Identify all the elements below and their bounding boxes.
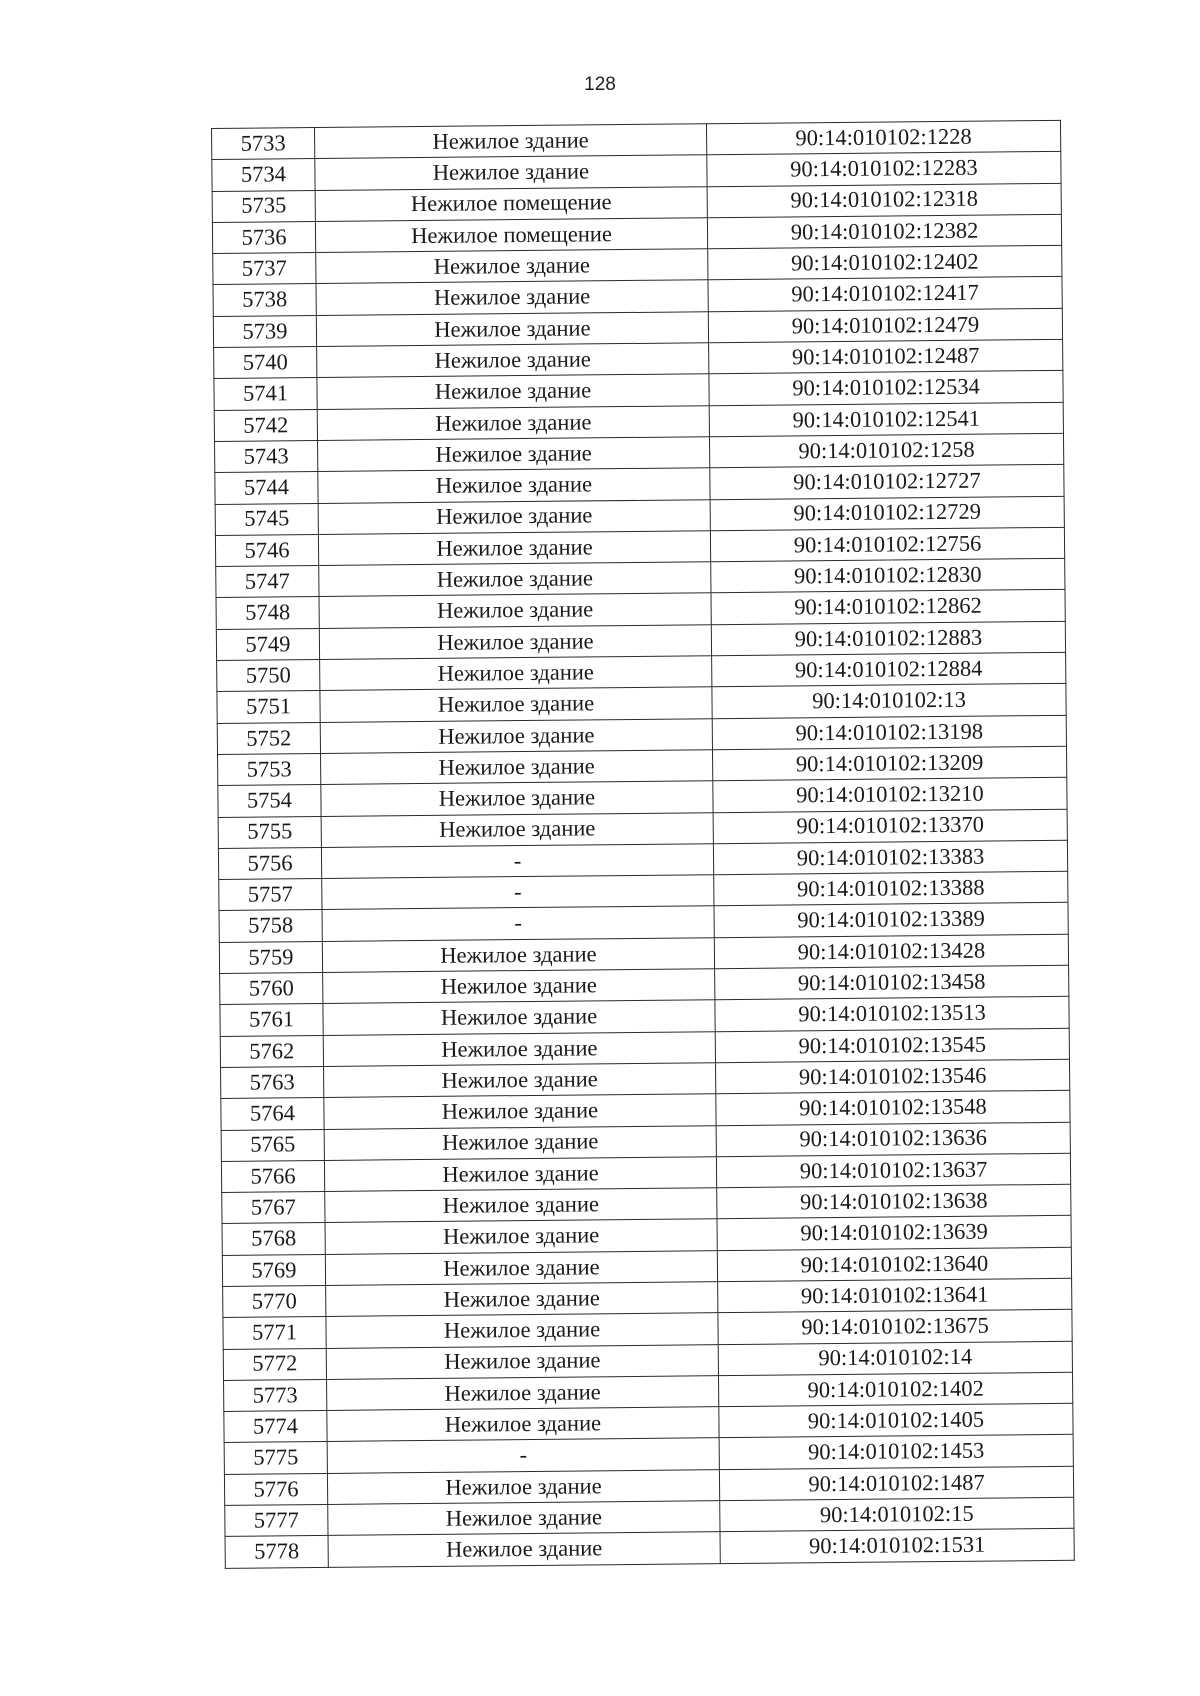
row-number-cell: 5776 bbox=[224, 1473, 327, 1505]
row-number-cell: 5743 bbox=[215, 440, 318, 472]
cadastral-number-cell: 90:14:010102:12417 bbox=[708, 277, 1062, 312]
cadastral-number-cell: 90:14:010102:1258 bbox=[709, 433, 1063, 468]
cadastral-number-cell: 90:14:010102:13388 bbox=[714, 871, 1068, 906]
object-name-cell: Нежилое здание bbox=[317, 374, 709, 409]
object-name-cell: Нежилое здание bbox=[318, 499, 710, 534]
cadastral-number-cell: 90:14:010102:15 bbox=[720, 1497, 1074, 1532]
object-name-cell: Нежилое здание bbox=[321, 812, 713, 847]
cadastral-number-cell: 90:14:010102:13458 bbox=[715, 965, 1069, 1000]
object-name-cell: Нежилое здание bbox=[320, 687, 712, 722]
object-name-cell: Нежилое здание bbox=[319, 624, 711, 659]
cadastral-number-cell: 90:14:010102:13370 bbox=[713, 809, 1067, 844]
object-name-cell: - bbox=[322, 906, 714, 941]
row-number-cell: 5773 bbox=[224, 1379, 327, 1411]
row-number-cell: 5761 bbox=[220, 1004, 323, 1036]
cadastral-number-cell: 90:14:010102:12382 bbox=[707, 214, 1061, 249]
property-registry-table bbox=[211, 120, 1075, 1569]
cadastral-number-cell: 90:14:010102:1531 bbox=[720, 1529, 1074, 1564]
row-number-cell: 5752 bbox=[217, 722, 320, 754]
row-number-cell: 5745 bbox=[215, 503, 318, 535]
object-name-cell: Нежилое здание bbox=[320, 718, 712, 753]
row-number-cell: 5767 bbox=[222, 1192, 325, 1224]
row-number-cell: 5736 bbox=[212, 221, 315, 253]
object-name-cell: Нежилое здание bbox=[323, 969, 715, 1004]
object-name-cell: Нежилое здание bbox=[326, 1282, 718, 1317]
row-number-cell: 5746 bbox=[215, 534, 318, 566]
cadastral-number-cell: 90:14:010102:13198 bbox=[712, 715, 1066, 750]
row-number-cell: 5754 bbox=[218, 785, 321, 817]
cadastral-number-cell: 90:14:010102:12729 bbox=[710, 496, 1064, 531]
cadastral-number-cell: 90:14:010102:13639 bbox=[717, 1216, 1071, 1251]
object-name-cell: Нежилое здание bbox=[319, 562, 711, 597]
row-number-cell: 5778 bbox=[225, 1536, 328, 1568]
object-name-cell: Нежилое здание bbox=[318, 437, 710, 472]
row-number-cell: 5769 bbox=[222, 1254, 325, 1286]
row-number-cell: 5762 bbox=[220, 1035, 323, 1067]
cadastral-number-cell: 90:14:010102:12534 bbox=[709, 371, 1063, 406]
cadastral-number-cell: 90:14:010102:12479 bbox=[708, 308, 1062, 343]
object-name-cell: - bbox=[321, 844, 713, 879]
cadastral-number-cell: 90:14:010102:13383 bbox=[713, 840, 1067, 875]
object-name-cell: Нежилое здание bbox=[328, 1501, 720, 1536]
cadastral-number-cell: 90:14:010102:13546 bbox=[715, 1059, 1069, 1094]
row-number-cell: 5765 bbox=[221, 1129, 324, 1161]
object-name-cell: Нежилое здание bbox=[318, 531, 710, 566]
row-number-cell: 5738 bbox=[213, 284, 316, 316]
cadastral-number-cell: 90:14:010102:13548 bbox=[716, 1091, 1070, 1126]
object-name-cell: Нежилое здание bbox=[323, 1000, 715, 1035]
row-number-cell: 5744 bbox=[215, 472, 318, 504]
row-number-cell: 5775 bbox=[224, 1442, 327, 1474]
object-name-cell: Нежилое здание bbox=[328, 1532, 720, 1567]
cadastral-number-cell: 90:14:010102:12318 bbox=[707, 183, 1061, 218]
object-name-cell: Нежилое здание bbox=[326, 1313, 718, 1348]
page-number: 128 bbox=[584, 74, 616, 95]
object-name-cell: - bbox=[327, 1438, 719, 1473]
object-name-cell: Нежилое здание bbox=[322, 937, 714, 972]
cadastral-number-cell: 90:14:010102:12541 bbox=[709, 402, 1063, 437]
row-number-cell: 5737 bbox=[213, 253, 316, 285]
object-name-cell: - bbox=[322, 875, 714, 910]
object-name-cell: Нежилое здание bbox=[324, 1125, 716, 1160]
row-number-cell: 5770 bbox=[223, 1285, 326, 1317]
object-name-cell: Нежилое здание bbox=[321, 750, 713, 785]
cadastral-number-cell: 90:14:010102:13638 bbox=[717, 1184, 1071, 1219]
row-number-cell: 5748 bbox=[216, 597, 319, 629]
row-number-cell: 5749 bbox=[216, 628, 319, 660]
object-name-cell: Нежилое здание bbox=[321, 781, 713, 816]
row-number-cell: 5757 bbox=[219, 879, 322, 911]
row-number-cell: 5772 bbox=[223, 1348, 326, 1380]
row-number-cell: 5771 bbox=[223, 1317, 326, 1349]
row-number-cell: 5777 bbox=[225, 1505, 328, 1537]
row-number-cell: 5763 bbox=[221, 1066, 324, 1098]
cadastral-number-cell: 90:14:010102:13545 bbox=[715, 1028, 1069, 1063]
object-name-cell: Нежилое помещение bbox=[315, 218, 707, 253]
cadastral-number-cell: 90:14:010102:12830 bbox=[711, 558, 1065, 593]
cadastral-number-cell: 90:14:010102:1487 bbox=[719, 1466, 1073, 1501]
object-name-cell: Нежилое здание bbox=[326, 1344, 718, 1379]
object-name-cell: Нежилое здание bbox=[320, 656, 712, 691]
row-number-cell: 5755 bbox=[218, 816, 321, 848]
object-name-cell: Нежилое здание bbox=[325, 1250, 717, 1285]
row-number-cell: 5766 bbox=[221, 1160, 324, 1192]
row-number-cell: 5735 bbox=[212, 190, 315, 222]
row-number-cell: 5768 bbox=[222, 1223, 325, 1255]
object-name-cell: Нежилое здание bbox=[327, 1469, 719, 1504]
cadastral-number-cell: 90:14:010102:12756 bbox=[710, 527, 1064, 562]
object-name-cell: Нежилое здание bbox=[323, 1031, 715, 1066]
row-number-cell: 5751 bbox=[217, 691, 320, 723]
row-number-cell: 5741 bbox=[214, 378, 317, 410]
cadastral-number-cell: 90:14:010102:14 bbox=[718, 1341, 1072, 1376]
cadastral-number-cell: 90:14:010102:1453 bbox=[719, 1435, 1073, 1470]
row-number-cell: 5734 bbox=[212, 159, 315, 191]
object-name-cell: Нежилое здание bbox=[325, 1188, 717, 1223]
object-name-cell: Нежилое здание bbox=[318, 468, 710, 503]
cadastral-number-cell: 90:14:010102:1402 bbox=[718, 1372, 1072, 1407]
cadastral-number-cell: 90:14:010102:13210 bbox=[713, 778, 1067, 813]
table-body bbox=[212, 120, 1075, 1568]
row-number-cell: 5753 bbox=[218, 753, 321, 785]
cadastral-number-cell: 90:14:010102:13428 bbox=[714, 934, 1068, 969]
cadastral-number-cell: 90:14:010102:13637 bbox=[716, 1153, 1070, 1188]
cadastral-number-cell: 90:14:010102:12727 bbox=[710, 465, 1064, 500]
object-name-cell: Нежилое здание bbox=[327, 1407, 719, 1442]
cadastral-number-cell: 90:14:010102:13641 bbox=[718, 1278, 1072, 1313]
cadastral-number-cell: 90:14:010102:13513 bbox=[715, 997, 1069, 1032]
cadastral-number-cell: 90:14:010102:13 bbox=[712, 684, 1066, 719]
row-number-cell: 5764 bbox=[221, 1098, 324, 1130]
object-name-cell: Нежилое здание bbox=[317, 343, 709, 378]
object-name-cell: Нежилое здание bbox=[316, 249, 708, 284]
cadastral-number-cell: 90:14:010102:13209 bbox=[712, 746, 1066, 781]
row-number-cell: 5742 bbox=[214, 409, 317, 441]
row-number-cell: 5759 bbox=[219, 941, 322, 973]
object-name-cell: Нежилое здание bbox=[324, 1063, 716, 1098]
row-number-cell: 5758 bbox=[219, 910, 322, 942]
cadastral-number-cell: 90:14:010102:13640 bbox=[717, 1247, 1071, 1282]
cadastral-number-cell: 90:14:010102:12283 bbox=[707, 152, 1061, 187]
row-number-cell: 5750 bbox=[217, 660, 320, 692]
row-number-cell: 5733 bbox=[212, 128, 315, 160]
row-number-cell: 5756 bbox=[218, 847, 321, 879]
cadastral-number-cell: 90:14:010102:12402 bbox=[708, 246, 1062, 281]
cadastral-number-cell: 90:14:010102:1228 bbox=[706, 120, 1060, 155]
object-name-cell: Нежилое здание bbox=[319, 593, 711, 628]
row-number-cell: 5747 bbox=[216, 566, 319, 598]
object-name-cell: Нежилое здание bbox=[316, 312, 708, 347]
object-name-cell: Нежилое здание bbox=[315, 124, 707, 159]
object-name-cell: Нежилое помещение bbox=[315, 186, 707, 221]
row-number-cell: 5740 bbox=[214, 347, 317, 379]
object-name-cell: Нежилое здание bbox=[324, 1094, 716, 1129]
cadastral-number-cell: 90:14:010102:12487 bbox=[709, 339, 1063, 374]
object-name-cell: Нежилое здание bbox=[317, 405, 709, 440]
cadastral-number-cell: 90:14:010102:12884 bbox=[712, 652, 1066, 687]
cadastral-number-cell: 90:14:010102:1405 bbox=[719, 1403, 1073, 1438]
cadastral-number-cell: 90:14:010102:12862 bbox=[711, 590, 1065, 625]
cadastral-number-cell: 90:14:010102:12883 bbox=[711, 621, 1065, 656]
row-number-cell: 5774 bbox=[224, 1411, 327, 1443]
cadastral-number-cell: 90:14:010102:13389 bbox=[714, 903, 1068, 938]
object-name-cell: Нежилое здание bbox=[324, 1156, 716, 1191]
cadastral-number-cell: 90:14:010102:13636 bbox=[716, 1122, 1070, 1157]
row-number-cell: 5760 bbox=[220, 972, 323, 1004]
row-number-cell: 5739 bbox=[213, 315, 316, 347]
object-name-cell: Нежилое здание bbox=[315, 155, 707, 190]
object-name-cell: Нежилое здание bbox=[325, 1219, 717, 1254]
object-name-cell: Нежилое здание bbox=[316, 280, 708, 315]
cadastral-number-cell: 90:14:010102:13675 bbox=[718, 1310, 1072, 1345]
object-name-cell: Нежилое здание bbox=[327, 1376, 719, 1411]
